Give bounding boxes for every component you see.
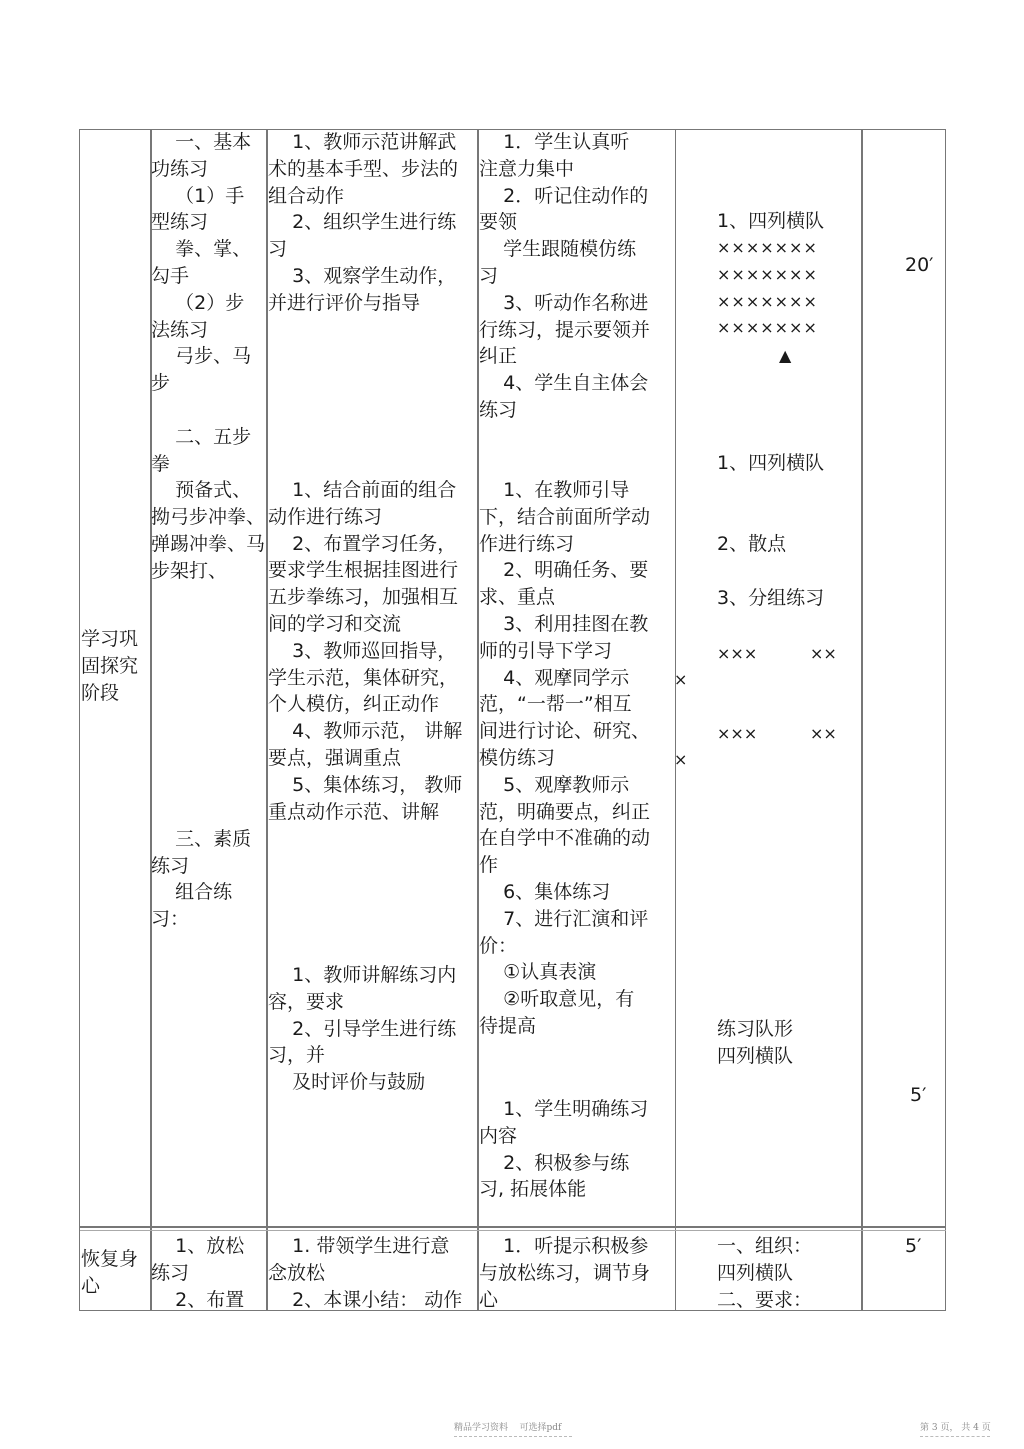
recovery-student-cell [479, 1233, 650, 1313]
text-line: 弹踢冲拳、马 [151, 532, 266, 555]
text-line: 三、素质 [151, 827, 252, 850]
formation-rows [717, 235, 818, 342]
text-line: 恢复身 [81, 1248, 139, 1270]
text-line: 练习队形 [717, 1018, 794, 1040]
text-line: 法练习 [151, 318, 209, 341]
stage-study-cell [81, 626, 138, 706]
text-line: 练习 [479, 398, 518, 421]
text-line [151, 772, 265, 799]
text-line [151, 799, 265, 826]
text-line: 及时评价与鼓励 [268, 1071, 426, 1094]
student-activities-fitness [479, 1096, 648, 1203]
text-line: 2、布置 [151, 1288, 245, 1311]
text-line: ××××××× [717, 238, 818, 257]
row-divider [80, 1226, 946, 1228]
text-line: 1、放松 [151, 1235, 245, 1257]
text-line: 范，“一帮一”相互 [479, 693, 632, 716]
text-line: 间进行讨论、研究、 [479, 720, 651, 743]
teacher-activities-basic [268, 129, 458, 317]
text-line: 行练习，提示要领并 [479, 318, 651, 341]
text-line: 待提高 [479, 1014, 537, 1037]
text-line: 1．学生认真听 [479, 131, 630, 153]
text-line: 习 [479, 264, 499, 287]
teacher-activities-fitness [268, 962, 456, 1096]
text-line: 念放松 [268, 1261, 326, 1284]
recovery-organization-cell [717, 1233, 812, 1313]
text-line: 2、明确任务、要 [479, 559, 649, 582]
text-line: 6、集体练习 [479, 880, 611, 903]
text-line: 学生跟随模仿练 [479, 238, 637, 261]
text-line: 步架打、 [151, 559, 228, 582]
text-line: 1、教师讲解练习内 [268, 964, 457, 986]
text-line: 心 [479, 1288, 499, 1311]
group-formation-right: ×× [810, 644, 837, 663]
text-line: 注意力集中 [479, 157, 575, 180]
text-line: ××××××× [717, 291, 818, 311]
text-line [151, 638, 265, 665]
text-line [151, 745, 265, 772]
stray-x-mark: × [674, 670, 688, 689]
recovery-content-cell [151, 1233, 244, 1313]
text-line: 习, 拓展体能 [479, 1178, 587, 1201]
text-line: 要点，强调重点 [268, 746, 402, 769]
text-line: ①认真表演 [479, 961, 597, 984]
text-line: 练习 [151, 854, 190, 877]
text-line: 与放松练习，调节身 [479, 1261, 651, 1284]
text-line: ××××××× [717, 318, 818, 338]
text-line: 内容 [479, 1124, 518, 1147]
scatter-label: 2、散点 [717, 533, 787, 555]
text-line: 3、教师巡回指导， [268, 639, 457, 662]
student-activities-basic [479, 129, 650, 424]
text-line: 间的学习和交流 [268, 612, 402, 635]
text-line: 动作进行练习 [268, 505, 383, 528]
text-line: 个人模仿，纠正动作 [268, 693, 440, 716]
text-line [151, 611, 265, 638]
text-line: 四列横队 [717, 1261, 794, 1284]
text-line [151, 692, 265, 719]
text-line: 并进行评价与指导 [268, 291, 421, 314]
text-line [151, 719, 265, 746]
text-line: 求、重点 [479, 586, 556, 609]
group-formation-left: ××× [717, 644, 758, 663]
text-line: 5、集体练习， 教师 [268, 773, 463, 796]
text-line: 4、学生自主体会 [479, 372, 649, 395]
text-line: 组合动作 [268, 184, 345, 207]
group-practice-label: 3、分组练习 [717, 587, 825, 609]
teacher-activities-five-step [268, 477, 462, 825]
group-formation-left: ××× [717, 724, 758, 743]
text-line: 四列横队 [717, 1044, 794, 1067]
text-line: 习，并 [268, 1044, 326, 1067]
text-line: 要求学生根据挂图进行 [268, 559, 459, 582]
text-line: 作 [479, 854, 499, 877]
text-line: 3、观察学生动作， [268, 264, 457, 287]
text-line: 范，明确要点，纠正 [479, 800, 651, 823]
text-line: 2、引导学生进行练 [268, 1017, 457, 1040]
text-line: 师的引导下学习 [479, 639, 613, 662]
text-line: 1．听提示积极参 [479, 1235, 649, 1257]
text-line: 模仿练习 [479, 746, 556, 769]
text-line: 作进行练习 [479, 532, 575, 555]
text-line: 拗弓步冲拳、 [151, 506, 266, 529]
text-line [151, 665, 265, 692]
text-line: 在自学中不准确的动 [479, 827, 651, 850]
column-divider [675, 130, 676, 1311]
text-line: 2、本课小结： 动作 [268, 1288, 463, 1311]
text-line: 7、进行汇演和评 [479, 907, 649, 930]
text-line: 预备式、 [151, 479, 252, 502]
text-line: 2、积极参与练 [479, 1151, 630, 1174]
text-line: 一、基本 [151, 131, 252, 153]
text-line: 习： [151, 908, 190, 931]
text-line [151, 397, 265, 424]
text-line: 1、结合前面的组合 [268, 479, 457, 501]
text-line: 步 [151, 372, 171, 395]
text-line: 拳、掌、 [151, 238, 252, 261]
text-line: 五步拳练习，加强相互 [268, 586, 459, 609]
text-line: 组合练 [151, 881, 233, 904]
text-line: 2．听记住动作的 [479, 184, 649, 207]
practice-formation [717, 1016, 793, 1070]
text-line: 2、布置学习任务， [268, 532, 457, 555]
text-line: （2）步 [151, 291, 245, 314]
text-line: （1）手 [151, 184, 245, 207]
text-line: ××××××× [717, 264, 818, 284]
text-line: 重点动作示范、讲解 [268, 800, 440, 823]
text-line: 4、教师示范， 讲解 [268, 720, 463, 743]
text-line: 要领 [479, 211, 518, 234]
footer-watermark: 精品学习资料 可选择pdf [454, 1423, 562, 1433]
text-line: 1、教师示范讲解武 [268, 131, 457, 153]
text-line: 心 [81, 1274, 101, 1297]
text-line: 1、学生明确练习 [479, 1098, 649, 1120]
recovery-teacher-cell [268, 1233, 462, 1313]
text-line: 容，要求 [268, 990, 345, 1013]
formation-label-2: 1、四列横队 [717, 452, 825, 474]
time-study-part2: 5′ [910, 1084, 927, 1106]
text-line: 二、要求： [717, 1288, 813, 1311]
text-line: 拳 [151, 452, 171, 475]
footer-dash-left [454, 1436, 572, 1437]
time-recovery: 5′ [905, 1235, 922, 1257]
stage-recovery-cell [81, 1246, 138, 1300]
footer-dash-right [920, 1436, 990, 1437]
text-line: 学习巩 [81, 628, 139, 650]
text-line: 二、五步 [151, 425, 252, 448]
text-line: 一、组织： [717, 1235, 813, 1257]
formation-label: 1、四列横队 [717, 210, 825, 232]
stray-x-mark: × [674, 750, 688, 769]
text-line: 型练习 [151, 211, 209, 234]
column-divider [861, 130, 863, 1311]
text-line: 2、组织学生进行练 [268, 211, 457, 234]
text-line: 阶段 [81, 681, 120, 704]
text-line: 1. 带领学生进行意 [268, 1235, 450, 1257]
text-line: 勾手 [151, 264, 190, 287]
text-line: ②听取意见，有 [479, 988, 635, 1011]
footer-page-number: 第 3 页， 共 4 页 [920, 1423, 991, 1433]
study-content-cell [151, 129, 265, 933]
text-line: 1、在教师引导 [479, 479, 630, 501]
group-formation-right: ×× [810, 724, 837, 743]
student-activities-five-step [479, 477, 650, 1040]
text-line: 功练习 [151, 157, 209, 180]
text-line: 下，结合前面所学动 [479, 505, 651, 528]
text-line: 3、利用挂图在教 [479, 612, 649, 635]
text-line: 练习 [151, 1261, 190, 1284]
teacher-position-triangle: ▲ [779, 346, 792, 365]
text-line: 价： [479, 934, 518, 957]
text-line: 弓步、马 [151, 345, 252, 368]
text-line [151, 585, 265, 612]
text-line: 术的基本手型、步法的 [268, 157, 459, 180]
text-line: 3、听动作名称进 [479, 291, 649, 314]
text-line: 固探究 [81, 654, 139, 677]
time-study-part1: 20′ [905, 254, 934, 276]
text-line: 习 [268, 238, 288, 261]
text-line: 4、观摩同学示 [479, 666, 630, 689]
text-line: 学生示范，集体研究， [268, 666, 459, 689]
row-divider [80, 1230, 946, 1231]
text-line: 5、观摩教师示 [479, 773, 630, 796]
text-line: 纠正 [479, 345, 518, 368]
